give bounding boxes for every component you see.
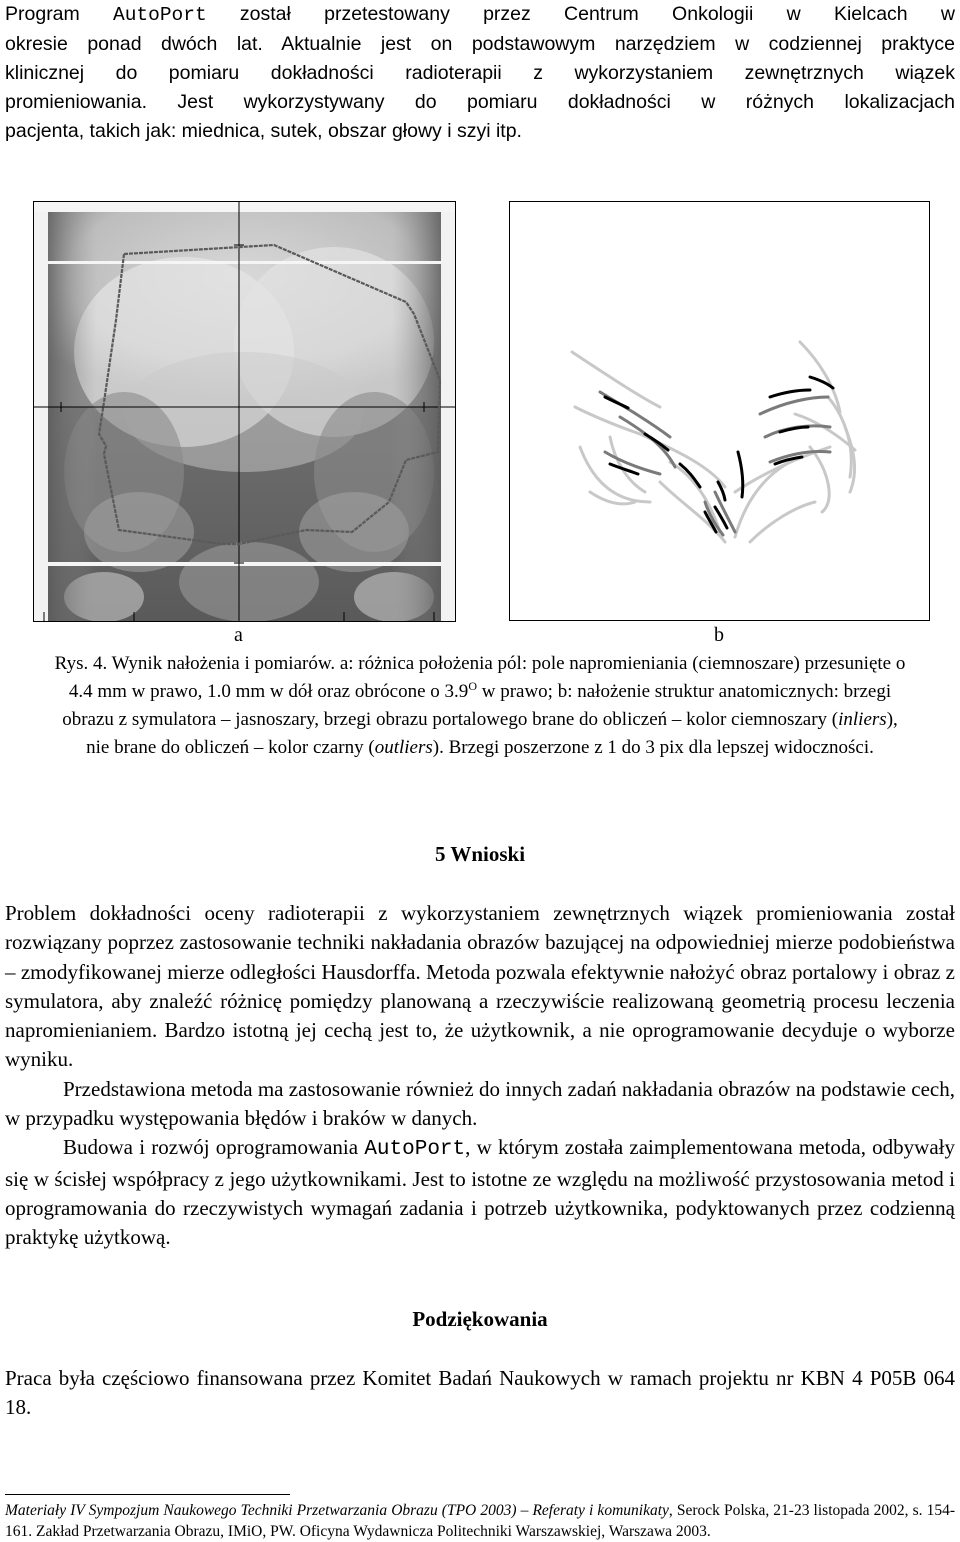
inliers-term: inliers	[838, 709, 887, 730]
paragraph-1: Problem dokładności oceny radioterapii z wykorzystaniem zewnętrznych wiązek promieniowania został rozwiązany poprzez zastosowanie techniki nakładania obrazów bazującej na odpowiedniej mierze podobieństwa – zmodyfikowanej mierze odległości Hausdorffa. Metoda pozwala efektywnie nałożyć obraz portalowy i obraz z symulatora, aby znaleźć różnicę pomiędzy planowaną a rzeczywiście realizowaną geometrią procesu leczenia napromienianiem. Bardzo istotną jej cechą jest to, że użytkownik, a nie oprogramowanie decyduje o wyborze wyniku.	[5, 901, 955, 1072]
figure-b-anatomy-overlay	[509, 201, 930, 621]
intro-line-4: promieniowania. Jest wykorzystywany do pomiaru dokładności w różnych lokalizacjach	[5, 91, 955, 113]
section5-body	[5, 899, 955, 1253]
paragraph-2: Przedstawiona metoda ma zastosowanie również do innych zadań nakładania obrazów na podstawie cech, w przypadku występowania błędów i braków w danych.	[5, 1076, 955, 1131]
figure-a-portal-overlay	[33, 201, 456, 622]
footnote-rule	[5, 1494, 290, 1495]
footnote-italic: Materiały IV Sympozjum Naukowego Techniki Przetwarzania Obrazu (TPO 2003) – Referaty i komunikaty	[5, 1502, 669, 1519]
paragraph-3: Budowa i rozwój oprogramowania AutoPort, w którym została zaimplementowana metoda, odbywały się w ścisłej współpracy z jego użytkownikami. Jest to istotne ze względu na możliwość przystosowania metod i oprogramowania do rzeczywistych wymagań zadania i potrzeb użytkownika, podyktowanych przez codzienną praktykę użytkową.	[5, 1135, 955, 1250]
acknowledgements-text: Praca była częściowo finansowana przez Komitet Badań Naukowych w ramach projektu nr KBN 4 P05B 064 18.	[5, 1366, 955, 1420]
intro-line-1: Program AutoPort został przetestowany przez Centrum Onkologii w Kielcach w	[5, 3, 955, 26]
section-heading-wnioski: 5 Wnioski	[434, 842, 526, 866]
footnote	[5, 1500, 955, 1542]
intro-line-5: pacjenta, takich jak: miednica, sutek, obszar głowy i szyi itp.	[5, 120, 522, 142]
intro-line-3: klinicznej do pomiaru dokładności radioterapii z wykorzystaniem zewnętrznych wiązek	[5, 62, 955, 84]
intro-line-2: okresie ponad dwóch lat. Aktualnie jest on podstawowym narzędziem w codziennej praktyce	[5, 33, 955, 55]
intro-paragraph	[5, 0, 955, 146]
figure-a-image	[34, 202, 455, 621]
outliers-term: outliers	[374, 737, 433, 758]
figure-b-image	[510, 202, 929, 620]
autoport-code: AutoPort	[113, 4, 207, 26]
figure-label-b: b	[714, 624, 724, 646]
autoport-code-2: AutoPort	[364, 1138, 466, 1162]
figure-label-a: a	[234, 624, 243, 646]
figure-caption: Rys. 4. Wynik nałożenia i pomiarów. a: różnica położenia pól: pole napromieniania (ciemnoszare) przesunięte o 4.4 mm w prawo, 1.0 mm w dół oraz obrócone o $3.9^O$ w prawo; b: nałożenie struktur anatomicznych: brzegi obrazu z symulatora – jasnoszary, brzegi obrazu portalowego brane do obliczeń – kolor ciemnoszary (inliers), nie brane do obliczeń – kolor czarny (outliers). Brzegi poszerzone z 1 do 3 pix dla lepszej widoczności.	[54, 653, 906, 758]
acknowledgements-body	[5, 1364, 955, 1423]
degree-superscript: O	[468, 679, 477, 693]
footnote-rest: , Serock Polska, 21-23 listopada 2002, s. 154-161. Zakład Przetwarzania Obrazu, IMiO, PW. Oficyna Wydawnicza Politechniki Warszawskiej, Warszawa 2003.	[5, 1502, 955, 1540]
section-heading-podziekowania: Podziękowania	[412, 1307, 548, 1331]
